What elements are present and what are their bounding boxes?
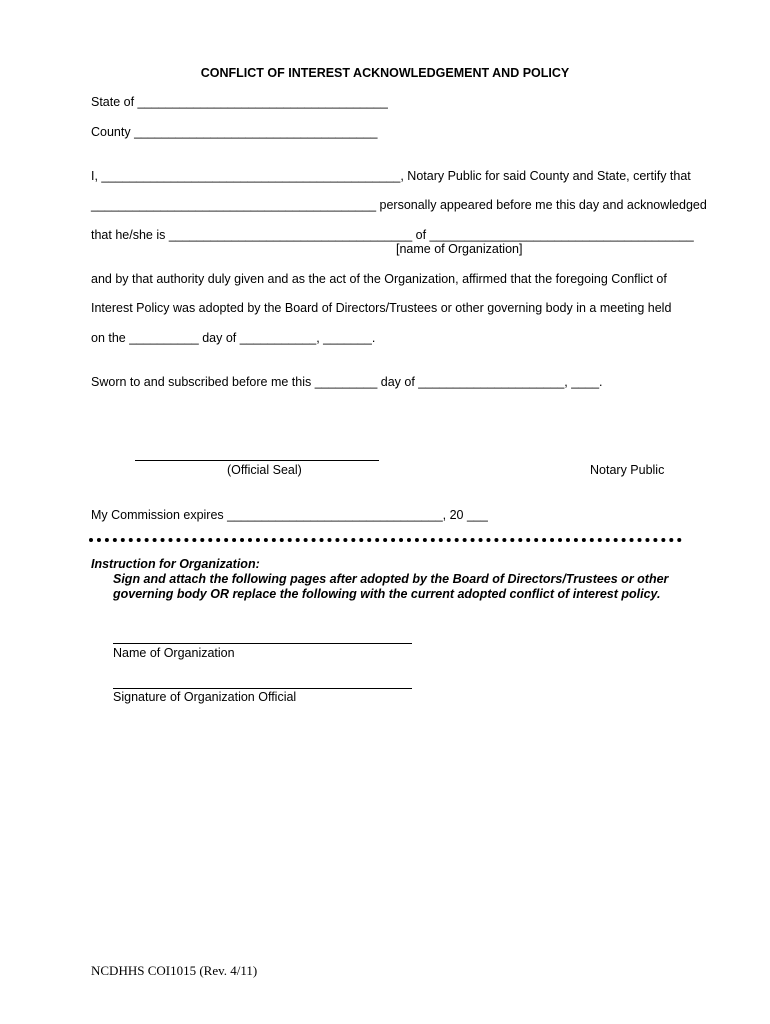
county-line: County ___________________________________ (91, 125, 378, 139)
instruction-body-2: governing body OR replace the following with the current adopted conflict of interest policy. (113, 587, 661, 601)
seal-signature-line (135, 460, 379, 461)
document-title: CONFLICT OF INTEREST ACKNOWLEDGEMENT AND POLICY (200, 66, 570, 80)
official-signature-label: Signature of Organization Official (113, 690, 297, 704)
official-signature-line (113, 688, 412, 689)
appeared-line: _________________________________________ personally appeared before me this day and acknowledged (91, 198, 707, 212)
notary-intro-line: I, ___________________________________________, Notary Public for said County and State, certify that (91, 169, 691, 183)
notary-public-label: Notary Public (590, 463, 665, 477)
org-name-signature-line (113, 643, 412, 644)
instruction-body-1: Sign and attach the following pages after adopted by the Board of Directors/Trustees or other (113, 572, 669, 586)
org-name-label: Name of Organization (113, 646, 235, 660)
org-name-hint: [name of Organization] (396, 242, 523, 256)
form-footer: NCDHHS COI1015 (Rev. 4/11) (91, 963, 258, 978)
dotted-divider (89, 538, 682, 542)
authority-line-2: Interest Policy was adopted by the Board of Directors/Trustees or other governing body in a meeting held (91, 301, 672, 315)
sworn-line: Sworn to and subscribed before me this _________ day of _____________________, ____. (91, 375, 603, 389)
official-seal-label: (Official Seal) (227, 463, 302, 477)
authority-line-3: on the __________ day of ___________, _______. (91, 331, 376, 345)
instruction-heading: Instruction for Organization: (91, 557, 260, 571)
state-line: State of ____________________________________ (91, 95, 388, 109)
commission-line: My Commission expires _______________________________, 20 ___ (91, 508, 488, 522)
authority-line-1: and by that authority duly given and as the act of the Organization, affirmed that the foregoing Conflict of (91, 272, 667, 286)
that-is-line: that he/she is ___________________________________ of ______________________________________ (91, 228, 694, 242)
